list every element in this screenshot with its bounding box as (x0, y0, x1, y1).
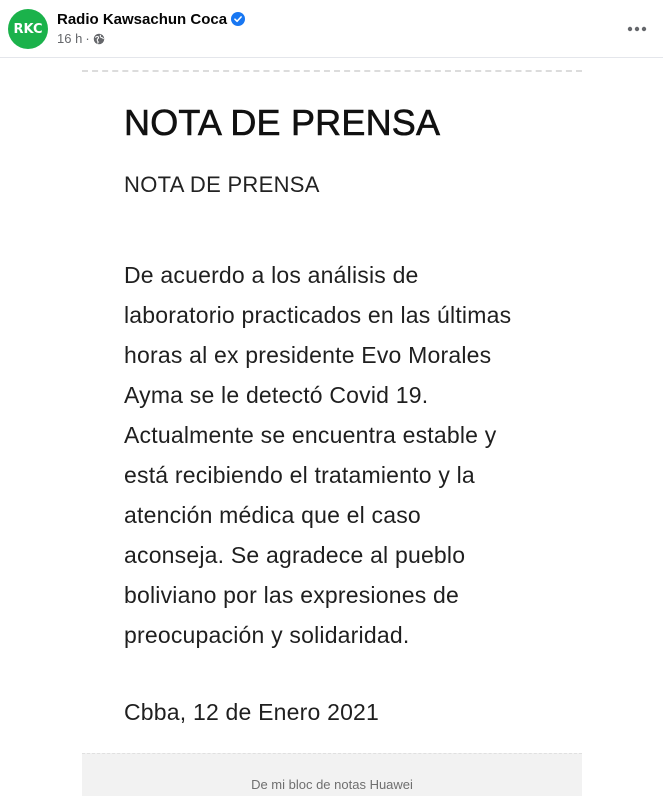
more-options-button[interactable] (625, 17, 649, 41)
note-body-line: aconseja. Se agradece al pueblo (124, 542, 466, 568)
note-subheading: NOTA DE PRENSA (124, 172, 320, 197)
globe-icon (93, 33, 105, 45)
note-footer-text: De mi bloc de notas Huawei (251, 777, 413, 792)
avatar-logo-text: RKC (13, 21, 43, 37)
note-body (124, 255, 564, 655)
note-body-line: De acuerdo a los análisis de (124, 262, 419, 288)
note-body-line: Ayma se le detectó Covid 19. (124, 382, 429, 408)
note-body-line: está recibiendo el tratamiento y la (124, 462, 475, 488)
post-header (0, 0, 663, 58)
note-heading: NOTA DE PRENSA (124, 102, 441, 143)
press-note-screenshot (82, 70, 582, 753)
note-body-line: Actualmente se encuentra estable y (124, 422, 497, 448)
note-body-line: laboratorio practicados en las últimas (124, 302, 512, 328)
post-meta (57, 31, 105, 46)
page-avatar[interactable] (8, 9, 48, 49)
note-date: Cbba, 12 de Enero 2021 (124, 699, 380, 725)
more-options-icon (627, 26, 647, 32)
note-body-line: horas al ex presidente Evo Morales (124, 342, 492, 368)
page-name-link[interactable]: Radio Kawsachun Coca (57, 11, 228, 28)
meta-separator: · (85, 31, 90, 46)
post-time-link[interactable]: 16 h (57, 31, 83, 46)
post-image[interactable] (0, 58, 663, 796)
note-body-line: boliviano por las expresiones de (124, 582, 459, 608)
note-footer (82, 753, 582, 796)
note-body-line: atención médica que el caso (124, 502, 421, 528)
note-body-line: preocupación y solidaridad. (124, 622, 410, 648)
verified-badge-icon (231, 12, 245, 26)
